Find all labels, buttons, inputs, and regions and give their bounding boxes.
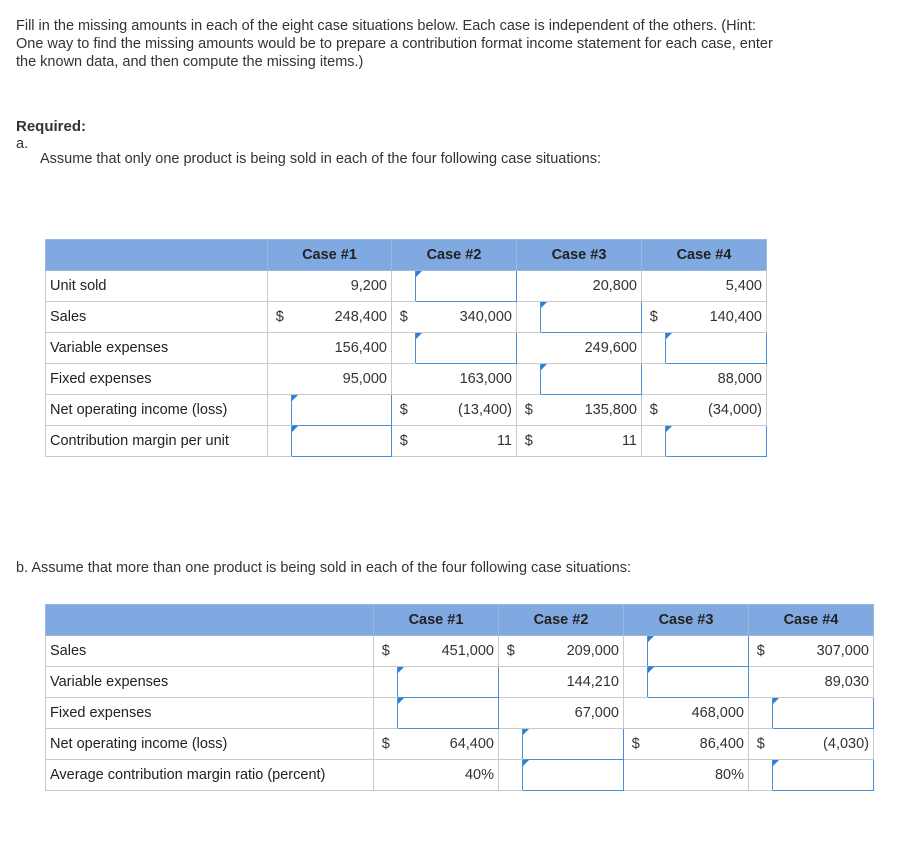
part-a-given-value: 249,600 (541, 333, 642, 364)
part-a-currency-symbol (392, 333, 416, 364)
part-a-currency-symbol: $ (392, 302, 416, 333)
part-a-currency-symbol (268, 333, 292, 364)
part-b-currency-symbol (624, 636, 648, 667)
part-a-currency-symbol (642, 333, 666, 364)
part-a-currency-symbol: $ (517, 395, 541, 426)
part-a-currency-symbol (642, 364, 666, 395)
part-a-table (45, 239, 767, 457)
part-a-currency-symbol (517, 271, 541, 302)
part-b-given-value: 40% (398, 760, 499, 791)
part-b-currency-symbol (499, 760, 523, 791)
part-a-table-row (46, 426, 767, 457)
part-b-answer-input[interactable] (523, 729, 624, 760)
part-b-table (45, 604, 874, 791)
part-b-currency-symbol: $ (374, 729, 398, 760)
part-a-currency-symbol (517, 302, 541, 333)
part-a-answer-input[interactable] (541, 364, 642, 395)
part-a-currency-symbol (268, 395, 292, 426)
part-b-currency-symbol (499, 698, 523, 729)
part-a-currency-symbol (517, 333, 541, 364)
part-a-answer-input[interactable] (292, 426, 392, 457)
part-b-currency-symbol (374, 760, 398, 791)
part-b-given-value: 468,000 (648, 698, 749, 729)
part-a-currency-symbol: $ (392, 426, 416, 457)
part-a-letter: a. (16, 136, 29, 152)
part-b-answer-input[interactable] (523, 760, 624, 791)
instructions-text: Fill in the missing amounts in each of the eight case situations below. Each case is independent of the others. (Hint: One way to find the missing amounts would be to prepare a contribution format income statement for each case, enter the known data, and then compute the missing items.) (16, 18, 773, 70)
part-a-header-case-2: Case #2 (392, 240, 517, 271)
part-b-currency-symbol (749, 760, 773, 791)
part-b-currency-symbol: $ (749, 729, 773, 760)
part-b-currency-symbol (374, 667, 398, 698)
part-a-answer-input[interactable] (666, 426, 767, 457)
part-a-row-label: Contribution margin per unit (46, 426, 268, 457)
part-b-answer-input[interactable] (648, 667, 749, 698)
part-b-row-label: Average contribution margin ratio (percent) (46, 760, 374, 791)
part-a-given-value: (13,400) (416, 395, 517, 426)
part-b-currency-symbol: $ (499, 636, 523, 667)
part-b-currency-symbol (374, 698, 398, 729)
part-a-currency-symbol (392, 364, 416, 395)
part-b-answer-input[interactable] (398, 667, 499, 698)
part-b-given-value: 89,030 (773, 667, 874, 698)
part-b-answer-input[interactable] (398, 698, 499, 729)
part-a-row-label: Variable expenses (46, 333, 268, 364)
part-b-table-row (46, 729, 874, 760)
part-b-table-row (46, 760, 874, 791)
part-a-header-blank (46, 240, 268, 271)
part-b-given-value: 86,400 (648, 729, 749, 760)
part-b-given-value: 67,000 (523, 698, 624, 729)
part-a-given-value: (34,000) (666, 395, 767, 426)
part-b-currency-symbol: $ (374, 636, 398, 667)
part-a-header-case-4: Case #4 (642, 240, 767, 271)
part-b-answer-input[interactable] (773, 760, 874, 791)
part-a-table-row (46, 364, 767, 395)
part-b-row-label: Fixed expenses (46, 698, 374, 729)
part-a-given-value: 88,000 (666, 364, 767, 395)
part-a-answer-input[interactable] (541, 302, 642, 333)
part-a-row-label: Sales (46, 302, 268, 333)
part-b-currency-symbol (499, 729, 523, 760)
part-a-table-row (46, 302, 767, 333)
part-a-currency-symbol: $ (642, 302, 666, 333)
part-b-table-row (46, 667, 874, 698)
part-b-answer-input[interactable] (773, 698, 874, 729)
part-a-answer-input[interactable] (416, 271, 517, 302)
part-a-currency-symbol (517, 364, 541, 395)
part-b-row-label: Net operating income (loss) (46, 729, 374, 760)
part-a-currency-symbol (268, 364, 292, 395)
part-a-table-row (46, 395, 767, 426)
part-a-row-label: Unit sold (46, 271, 268, 302)
part-b-header-case-1: Case #1 (374, 605, 499, 636)
part-a-answer-input[interactable] (416, 333, 517, 364)
part-b-currency-symbol: $ (624, 729, 648, 760)
part-a-currency-symbol: $ (517, 426, 541, 457)
part-b-table-row (46, 698, 874, 729)
part-b-currency-symbol (624, 760, 648, 791)
part-a-given-value: 163,000 (416, 364, 517, 395)
part-a-given-value: 11 (541, 426, 642, 457)
part-a-given-value: 20,800 (541, 271, 642, 302)
part-b-description: b. Assume that more than one product is being sold in each of the four following case situations: (16, 560, 632, 576)
part-b-currency-symbol (749, 667, 773, 698)
part-a-given-value: 135,800 (541, 395, 642, 426)
part-b-currency-symbol: $ (749, 636, 773, 667)
part-a-currency-symbol: $ (392, 395, 416, 426)
part-b-given-value: 80% (648, 760, 749, 791)
part-b-header-case-2: Case #2 (499, 605, 624, 636)
part-b-given-value: 64,400 (398, 729, 499, 760)
part-b-row-label: Variable expenses (46, 667, 374, 698)
part-a-currency-symbol: $ (642, 395, 666, 426)
part-a-given-value: 9,200 (292, 271, 392, 302)
part-b-header-case-4: Case #4 (749, 605, 874, 636)
part-a-given-value: 11 (416, 426, 517, 457)
part-a-currency-symbol (268, 271, 292, 302)
part-a-given-value: 140,400 (666, 302, 767, 333)
part-b-given-value: 144,210 (523, 667, 624, 698)
part-a-given-value: 248,400 (292, 302, 392, 333)
part-a-given-value: 5,400 (666, 271, 767, 302)
part-a-currency-symbol (392, 271, 416, 302)
part-b-given-value: 307,000 (773, 636, 874, 667)
part-b-given-value: 451,000 (398, 636, 499, 667)
part-b-currency-symbol (624, 667, 648, 698)
part-a-description: Assume that only one product is being sold in each of the four following case situations: (40, 151, 601, 167)
required-label: Required: (16, 118, 87, 135)
part-b-given-value: 209,000 (523, 636, 624, 667)
part-a-table-row (46, 333, 767, 364)
part-a-given-value: 340,000 (416, 302, 517, 333)
part-b-answer-input[interactable] (648, 636, 749, 667)
part-a-table-row (46, 271, 767, 302)
part-a-currency-symbol: $ (268, 302, 292, 333)
part-a-header-row (46, 240, 767, 271)
part-a-header-case-3: Case #3 (517, 240, 642, 271)
part-a-given-value: 95,000 (292, 364, 392, 395)
part-b-currency-symbol (749, 698, 773, 729)
part-a-currency-symbol (642, 271, 666, 302)
part-b-currency-symbol (499, 667, 523, 698)
part-a-row-label: Fixed expenses (46, 364, 268, 395)
part-a-header-case-1: Case #1 (268, 240, 392, 271)
part-b-given-value: (4,030) (773, 729, 874, 760)
part-a-currency-symbol (268, 426, 292, 457)
part-b-header-row (46, 605, 874, 636)
part-a-given-value: 156,400 (292, 333, 392, 364)
part-b-currency-symbol (624, 698, 648, 729)
part-a-currency-symbol (642, 426, 666, 457)
part-b-header-case-3: Case #3 (624, 605, 749, 636)
part-a-answer-input[interactable] (292, 395, 392, 426)
part-a-answer-input[interactable] (666, 333, 767, 364)
part-b-header-blank (46, 605, 374, 636)
part-b-table-row (46, 636, 874, 667)
part-b-row-label: Sales (46, 636, 374, 667)
part-a-row-label: Net operating income (loss) (46, 395, 268, 426)
